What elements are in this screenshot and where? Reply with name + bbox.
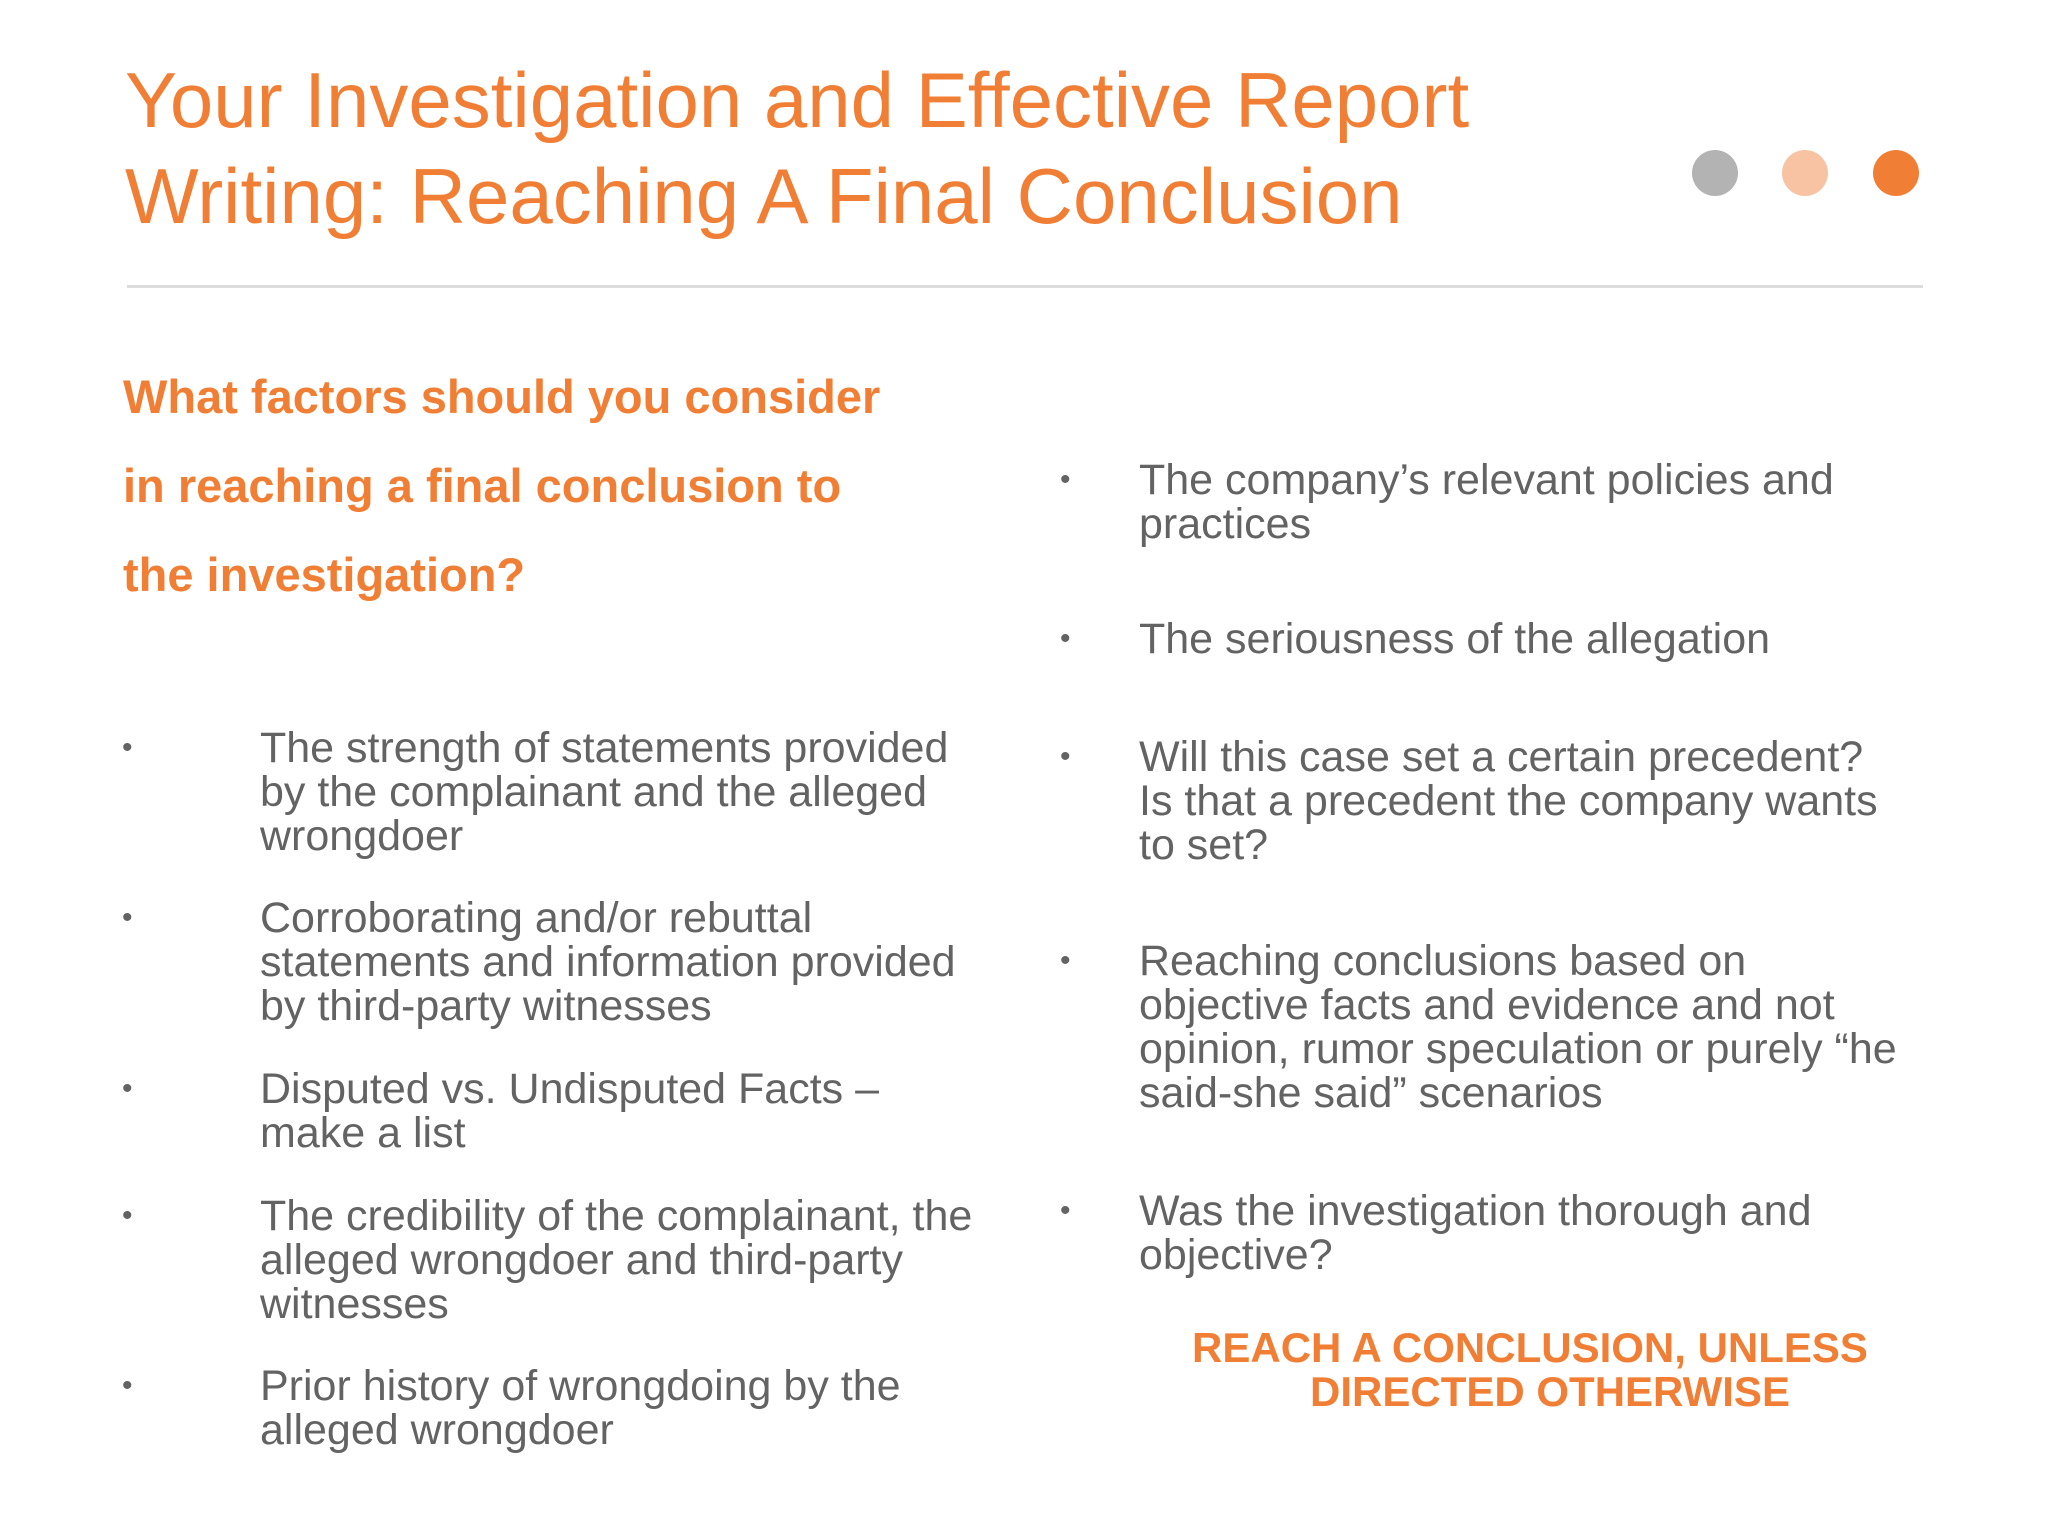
bullet-line: statements and information provided bbox=[260, 938, 956, 986]
bullet-line: The company’s relevant policies and bbox=[1139, 456, 1834, 504]
bullet-line: Corroborating and/or rebuttal bbox=[260, 894, 813, 942]
bullet-line: The strength of statements provided bbox=[260, 724, 949, 772]
bullet-line: said-she said” scenarios bbox=[1139, 1069, 1603, 1117]
bullet-text bbox=[260, 1067, 879, 1155]
bullet-line: to set? bbox=[1139, 821, 1269, 869]
callout-line-1: REACH A CONCLUSION, UNLESS bbox=[1192, 1324, 1868, 1371]
bullet-text bbox=[260, 726, 948, 858]
decorative-peach-dot-icon bbox=[1782, 150, 1828, 196]
bullet-line: alleged wrongdoer and third-party bbox=[260, 1236, 904, 1284]
bullet-text bbox=[260, 1364, 901, 1452]
bullet-dot-icon: • bbox=[1060, 1194, 1071, 1227]
question-line-1: What factors should you consider bbox=[123, 370, 881, 423]
bullet-line: make a list bbox=[260, 1109, 466, 1157]
bullet-line: opinion, rumor speculation or purely “he bbox=[1139, 1025, 1897, 1073]
bullet-dot-icon: • bbox=[1060, 944, 1071, 977]
bullet-line: objective? bbox=[1139, 1231, 1333, 1279]
slide-title-line-1: Your Investigation and Effective Report bbox=[125, 56, 1470, 144]
bullet-line: Disputed vs. Undisputed Facts – bbox=[260, 1065, 880, 1113]
bullet-line: objective facts and evidence and not bbox=[1139, 981, 1835, 1029]
bullet-dot-icon: • bbox=[122, 1072, 133, 1105]
bullet-line: wrongdoer bbox=[260, 812, 464, 860]
bullet-dot-icon: • bbox=[122, 731, 133, 764]
bullet-text bbox=[260, 896, 956, 1028]
decorative-orange-dot-icon bbox=[1873, 150, 1919, 196]
decorative-gray-dot-icon bbox=[1692, 150, 1738, 196]
title-divider bbox=[127, 285, 1923, 288]
bullet-dot-icon: • bbox=[122, 901, 133, 934]
question-line-3: the investigation? bbox=[123, 548, 526, 601]
bullet-line: Reaching conclusions based on bbox=[1139, 937, 1747, 985]
bullet-line: The credibility of the complainant, the bbox=[260, 1192, 973, 1240]
question-line-2: in reaching a final conclusion to bbox=[123, 459, 842, 512]
bullet-text bbox=[1139, 458, 1834, 546]
bullet-text bbox=[260, 1194, 972, 1326]
bullet-text bbox=[1139, 939, 1897, 1115]
bullet-dot-icon: • bbox=[1060, 622, 1071, 655]
bullet-line: by third-party witnesses bbox=[260, 982, 712, 1030]
callout-line-2: DIRECTED OTHERWISE bbox=[1310, 1368, 1790, 1415]
bullet-line: Is that a precedent the company wants bbox=[1139, 777, 1878, 825]
factors-question-heading bbox=[123, 352, 1023, 619]
bullet-line: The seriousness of the allegation bbox=[1139, 615, 1771, 663]
bullet-dot-icon: • bbox=[1060, 740, 1071, 773]
bullet-line: Was the investigation thorough and bbox=[1139, 1187, 1812, 1235]
bullet-dot-icon: • bbox=[1060, 463, 1071, 496]
bullet-text bbox=[1139, 735, 1878, 867]
bullet-line: practices bbox=[1139, 500, 1312, 548]
bullet-line: by the complainant and the alleged bbox=[260, 768, 927, 816]
bullet-text bbox=[1139, 617, 1770, 661]
bullet-dot-icon: • bbox=[122, 1199, 133, 1232]
bullet-line: alleged wrongdoer bbox=[260, 1406, 614, 1454]
bullet-text bbox=[1139, 1189, 1812, 1277]
slide-title bbox=[125, 52, 1625, 244]
conclusion-callout bbox=[1140, 1326, 1920, 1414]
bullet-line: witnesses bbox=[260, 1280, 449, 1328]
bullet-dot-icon: • bbox=[122, 1369, 133, 1402]
bullet-line: Prior history of wrongdoing by the bbox=[260, 1362, 901, 1410]
bullet-line: Will this case set a certain precedent? bbox=[1139, 733, 1864, 781]
slide-title-line-2: Writing: Reaching A Final Conclusion bbox=[125, 152, 1403, 240]
